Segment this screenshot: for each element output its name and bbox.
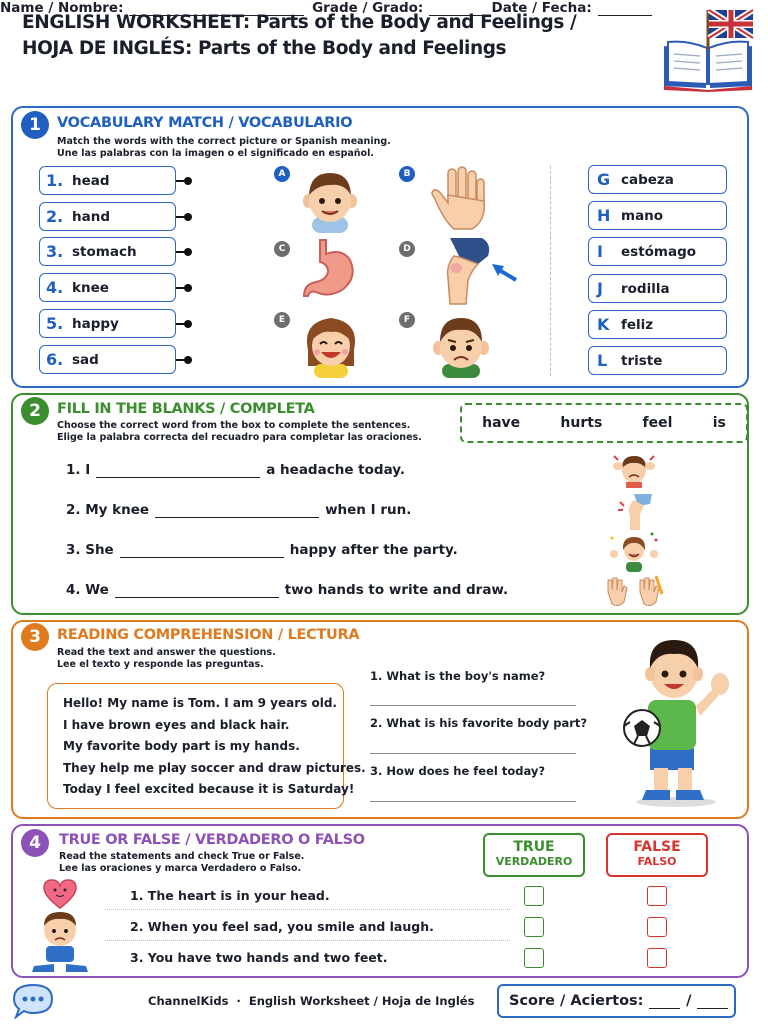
footer-text <box>148 994 474 1008</box>
sentence-1 <box>66 462 405 478</box>
spanish-box-feliz <box>588 310 727 339</box>
word-box-stomach <box>39 237 176 266</box>
word-number: 5. <box>46 314 64 333</box>
picture-letter-b: B <box>399 166 415 182</box>
footer-subtitle: English Worksheet / Hoja de Inglés <box>248 994 475 1008</box>
word-number: 3. <box>46 242 64 261</box>
match-dot-5[interactable] <box>184 320 192 328</box>
spanish-word: triste <box>621 352 663 369</box>
title-line-2: HOJA DE INGLÉS: Parts of the Body and Feelings <box>22 38 507 59</box>
false-sublabel: FALSO <box>637 855 677 868</box>
heart-boy-picture <box>28 878 92 974</box>
answer-line-3[interactable] <box>370 801 576 802</box>
statement-1: 1. The heart is in your head. <box>130 888 330 903</box>
passage-line: Hello! My name is Tom. I am 9 years old. <box>63 696 337 710</box>
word-label: sad <box>72 351 99 368</box>
passage-line: They help me play soccer and draw pictures. <box>63 760 366 775</box>
match-dot-3[interactable] <box>184 248 192 256</box>
word-number: 6. <box>46 350 64 369</box>
grade-label: Grade / Grado: <box>312 0 424 16</box>
picture-letter-e: E <box>274 312 290 328</box>
word-bank-item: is <box>712 415 726 431</box>
word-box-knee <box>39 273 176 302</box>
knee-picture <box>432 236 522 306</box>
statement-2: 2. When you feel sad, you smile and laugh. <box>130 919 434 934</box>
match-dot-6[interactable] <box>184 356 192 364</box>
true-checkbox-1[interactable] <box>524 886 544 906</box>
sentence-post: a headache today. <box>266 462 405 478</box>
false-column-header <box>606 833 708 877</box>
sentence-post: two hands to write and draw. <box>284 582 509 598</box>
hurt-knee-picture <box>616 492 656 530</box>
date-label: Date / Fecha: <box>491 0 592 16</box>
spanish-letter: H <box>597 206 611 225</box>
statement-divider <box>105 940 510 941</box>
section-3-instruction-es: Lee el texto y responde las preguntas. <box>57 659 264 670</box>
word-box-hand <box>39 202 176 231</box>
word-box-happy <box>39 309 176 338</box>
false-checkbox-3[interactable] <box>647 948 667 968</box>
column-divider <box>550 166 551 376</box>
section-2-number: 2 <box>21 397 49 425</box>
sentence-2 <box>66 502 411 518</box>
word-bank-item: feel <box>642 415 673 431</box>
answer-blank-2[interactable] <box>155 503 319 518</box>
false-checkbox-2[interactable] <box>647 917 667 937</box>
sad-boy-picture <box>430 310 492 378</box>
passage-line: I have brown eyes and black hair. <box>63 717 290 732</box>
false-label: FALSE <box>633 839 681 855</box>
section-1-instruction-es: Une las palabras con la imagen o el significado en español. <box>57 148 374 159</box>
answer-line-2[interactable] <box>370 753 576 754</box>
sentence-3 <box>66 542 458 558</box>
word-label: head <box>72 172 110 189</box>
sentence-4 <box>66 582 508 598</box>
word-box-head <box>39 166 176 195</box>
spanish-word: rodilla <box>621 280 670 297</box>
footer-brand: ChannelKids <box>148 994 229 1008</box>
sentence-pre: 4. We <box>66 582 109 598</box>
section-3-number: 3 <box>21 623 49 651</box>
hand-picture <box>428 165 494 235</box>
picture-letter-f: F <box>399 312 415 328</box>
happy-girl-small-picture <box>606 532 662 572</box>
passage-line: My favorite body part is my hands. <box>63 739 300 753</box>
true-label: TRUE <box>513 839 555 855</box>
spanish-box-cabeza <box>588 165 727 194</box>
picture-letter-d: D <box>399 241 415 257</box>
answer-blank-4[interactable] <box>115 583 279 598</box>
spanish-letter: G <box>597 170 611 189</box>
picture-letter-a: A <box>274 166 290 182</box>
title-line-1: ENGLISH WORKSHEET: Parts of the Body and Feelings / <box>22 12 577 33</box>
match-dot-2[interactable] <box>184 213 192 221</box>
word-number: 4. <box>46 278 64 297</box>
picture-letter-c: C <box>274 241 290 257</box>
word-number: 2. <box>46 207 64 226</box>
question-3: 3. How does he feel today? <box>370 764 546 778</box>
sentence-pre: 3. She <box>66 542 114 558</box>
sentence-pre: 2. My knee <box>66 502 150 518</box>
word-label: hand <box>72 208 110 225</box>
word-box-sad <box>39 345 176 374</box>
spanish-letter: I <box>597 242 603 261</box>
word-bank-item: hurts <box>560 415 603 431</box>
score-separator: / <box>686 993 692 1009</box>
word-number: 1. <box>46 171 64 190</box>
section-4-instruction-es: Lee las oraciones y marca Verdadero o Falso. <box>59 863 302 874</box>
spanish-word: feliz <box>621 316 654 333</box>
two-hands-picture <box>604 574 666 610</box>
section-1-title: VOCABULARY MATCH / VOCABULARIO <box>57 115 353 131</box>
spanish-box-triste <box>588 346 727 375</box>
spanish-box-estomago <box>588 237 727 266</box>
section-2-instruction-es: Elige la palabra correcta del recuadro para completar las oraciones. <box>57 432 422 443</box>
word-bank-item: have <box>482 415 521 431</box>
date-field[interactable] <box>598 1 652 16</box>
section-4-number: 4 <box>21 829 49 857</box>
spanish-letter: K <box>597 315 610 334</box>
score-box <box>497 984 736 1018</box>
section-3-instruction-en: Read the text and answer the questions. <box>57 647 276 658</box>
word-label: knee <box>72 279 109 296</box>
statement-3: 3. You have two hands and two feet. <box>130 950 388 965</box>
spanish-box-rodilla <box>588 274 727 303</box>
score-label: Score / Aciertos: <box>509 993 644 1009</box>
match-dot-1[interactable] <box>184 177 192 185</box>
spanish-box-mano <box>588 201 727 230</box>
happy-girl-picture <box>300 310 362 378</box>
true-checkbox-2[interactable] <box>524 917 544 937</box>
question-2: 2. What is his favorite body part? <box>370 716 588 730</box>
boy-with-ball-picture <box>620 630 732 808</box>
section-3-title: READING COMPREHENSION / LECTURA <box>57 627 360 643</box>
spanish-word: estómago <box>621 243 697 260</box>
footer-separator: · <box>236 994 241 1008</box>
true-sublabel: VERDADERO <box>495 855 573 868</box>
book-flag-icon <box>660 6 756 92</box>
headache-girl-picture <box>610 450 658 488</box>
spanish-letter: L <box>597 351 608 370</box>
section-1-instruction-en: Match the words with the correct picture or Spanish meaning. <box>57 136 391 147</box>
match-dot-4[interactable] <box>184 284 192 292</box>
word-label: stomach <box>72 243 137 260</box>
section-4-instruction-en: Read the statements and check True or False. <box>59 851 305 862</box>
true-checkbox-3[interactable] <box>524 948 544 968</box>
answer-blank-1[interactable] <box>96 463 260 478</box>
answer-line-1[interactable] <box>370 705 576 706</box>
statement-divider <box>105 909 510 910</box>
boy-head-picture <box>300 165 360 233</box>
spanish-word: mano <box>621 207 664 224</box>
passage-line: Today I feel excited because it is Saturday! <box>63 782 355 796</box>
score-total-field[interactable] <box>697 994 728 1009</box>
sentence-pre: 1. I <box>66 462 91 478</box>
false-checkbox-1[interactable] <box>647 886 667 906</box>
stomach-picture <box>302 238 358 302</box>
word-label: happy <box>72 315 119 332</box>
spanish-word: cabeza <box>621 171 674 188</box>
word-bank <box>460 403 748 443</box>
name-label: Name / Nombre: <box>0 0 124 16</box>
answer-blank-3[interactable] <box>120 543 284 558</box>
section-2-title: FILL IN THE BLANKS / COMPLETA <box>57 401 315 417</box>
reading-passage <box>47 683 366 809</box>
question-1: 1. What is the boy's name? <box>370 669 546 683</box>
section-4-title: TRUE OR FALSE / VERDADERO O FALSO <box>59 832 365 848</box>
sentence-post: when I run. <box>325 502 412 518</box>
score-correct-field[interactable] <box>649 994 680 1009</box>
spanish-letter: J <box>597 279 603 298</box>
section-1-number: 1 <box>21 111 49 139</box>
section-2-instruction-en: Choose the correct word from the box to complete the sentences. <box>57 420 411 431</box>
sentence-post: happy after the party. <box>289 542 458 558</box>
true-column-header <box>483 833 585 877</box>
chat-bubble-icon <box>12 983 54 1019</box>
